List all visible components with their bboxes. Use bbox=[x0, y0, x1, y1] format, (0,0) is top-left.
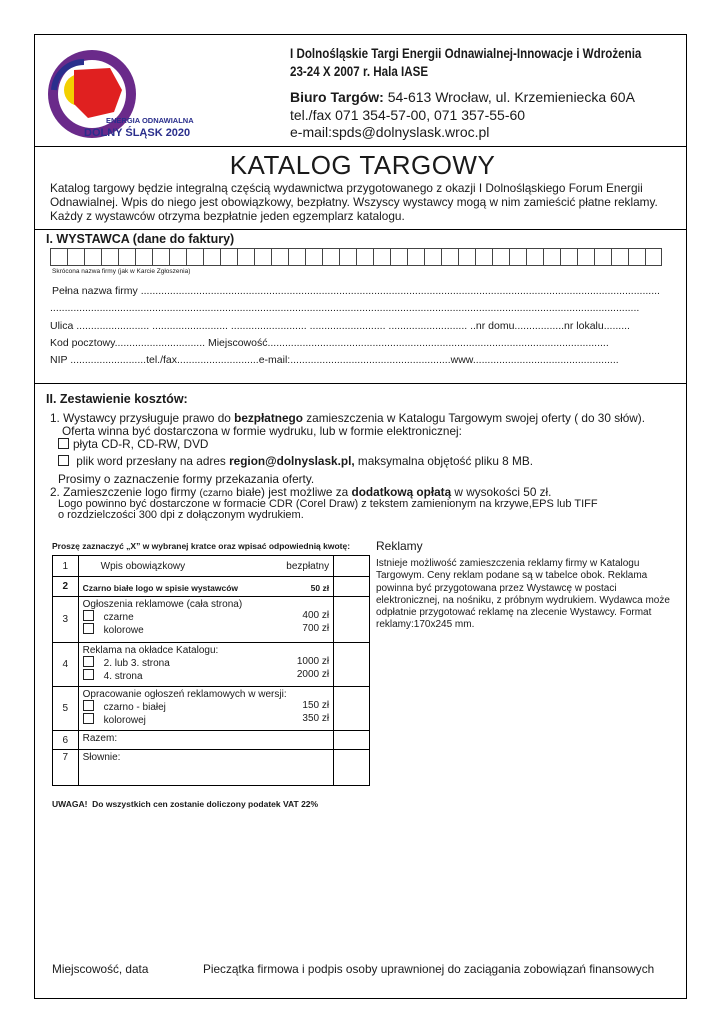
short-name-char-box[interactable] bbox=[152, 248, 169, 266]
short-name-char-box[interactable] bbox=[560, 248, 577, 266]
row-number: 1 bbox=[53, 556, 79, 577]
short-name-char-box[interactable] bbox=[526, 248, 543, 266]
short-name-char-box[interactable] bbox=[407, 248, 424, 266]
row5-price1: 150 zł bbox=[302, 700, 330, 711]
row2-price: 50 zł bbox=[310, 583, 330, 593]
row4-option2: 4. strona bbox=[103, 671, 143, 682]
row3-option1: czarne bbox=[103, 612, 134, 623]
short-name-char-box[interactable] bbox=[424, 248, 441, 266]
row5-mark-cell[interactable] bbox=[334, 687, 370, 731]
option-word-a: plik word przesłany na adres bbox=[73, 454, 230, 468]
row6-mark-cell[interactable] bbox=[334, 731, 370, 750]
cost-point2-line3: o rozdzielczości 300 dpi z dołączonym wydrukiem. bbox=[58, 509, 304, 521]
address-street-field[interactable]: Ulica ......................... .......................... .......................... .......................... ........................... ..nr domu.................nr lokalu......... bbox=[50, 320, 630, 332]
row1-mark-cell[interactable] bbox=[334, 556, 370, 577]
cost-point1-b: bezpłatnego bbox=[234, 411, 303, 425]
short-name-char-box[interactable] bbox=[458, 248, 475, 266]
row4-option2-checkbox[interactable] bbox=[83, 669, 94, 680]
option-word-c: maksymalna objętość pliku 8 MB. bbox=[354, 454, 533, 468]
cost-point1-line2: Oferta winna być dostarczona w formie wydruku, lub w formie elektronicznej: bbox=[62, 424, 462, 438]
short-name-char-box[interactable] bbox=[475, 248, 492, 266]
total-field[interactable]: Razem: bbox=[78, 731, 333, 750]
row3-price2: 700 zł bbox=[302, 623, 330, 634]
row3-option2: kolorowe bbox=[103, 625, 144, 636]
short-name-char-box[interactable] bbox=[169, 248, 186, 266]
row4-label: Reklama na okładce Katalogu: bbox=[82, 645, 219, 656]
short-name-char-box[interactable] bbox=[237, 248, 254, 266]
row-number: 7 bbox=[53, 750, 79, 786]
row4-price1: 1000 zł bbox=[296, 656, 330, 667]
short-name-char-box[interactable] bbox=[628, 248, 645, 266]
short-name-char-box[interactable] bbox=[186, 248, 203, 266]
row3-option2-checkbox[interactable] bbox=[83, 623, 94, 634]
ads-description: Istnieje możliwość zamieszczenia reklamy firmy w Katalogu Targowym. Ceny reklam podane są w tabelce obok. Reklama powinna być przygotowana przez Wystawcę w postaci elektronicznej, na nośniku, z próbnym wydrukiem. Wydawca może odpłatnie przygotować reklamę na zlecenie Wystawcy. Format reklamy:170x245 mm. bbox=[376, 558, 670, 631]
vat-note bbox=[52, 799, 318, 809]
table-row bbox=[53, 750, 370, 786]
full-name-line2[interactable]: .......................................................................................................................................................................................................... bbox=[50, 302, 640, 314]
page-title: KATALOG TARGOWY bbox=[229, 150, 496, 180]
short-name-char-box[interactable] bbox=[390, 248, 407, 266]
office-phone: tel./fax 071 354-57-00, 071 357-55-60 bbox=[290, 107, 526, 123]
row4-option1: 2. lub 3. strona bbox=[103, 658, 170, 669]
row5-price2: 350 zł bbox=[302, 713, 330, 724]
cost-point2-a: 2. Zamieszczenie logo firmy bbox=[50, 485, 200, 499]
short-name-char-box[interactable] bbox=[135, 248, 152, 266]
divider-intro bbox=[34, 229, 687, 230]
row-label bbox=[78, 597, 333, 643]
option-cd-label: płyta CD-R, CD-RW, DVD bbox=[73, 437, 209, 451]
short-name-char-box[interactable] bbox=[50, 248, 67, 266]
short-name-char-box[interactable] bbox=[441, 248, 458, 266]
short-name-char-box[interactable] bbox=[509, 248, 526, 266]
vat-note-label: UWAGA! bbox=[52, 799, 88, 809]
row4-option1-checkbox[interactable] bbox=[83, 656, 94, 667]
option-word-email: region@dolnyslask.pl, bbox=[229, 454, 355, 468]
row4-mark-cell[interactable] bbox=[334, 643, 370, 687]
row5-option1-checkbox[interactable] bbox=[83, 700, 94, 711]
row-number: 5 bbox=[53, 687, 79, 731]
total-in-words-field[interactable]: Słownie: bbox=[78, 750, 333, 786]
row3-option1-checkbox[interactable] bbox=[83, 610, 94, 621]
option-cd-checkbox[interactable] bbox=[58, 438, 69, 449]
short-name-char-box[interactable] bbox=[373, 248, 390, 266]
fair-title-line1: I Dolnośląskie Targi Energii Odnawialnej-Innowacje i Wdrożenia bbox=[290, 46, 642, 61]
cost-point1 bbox=[50, 411, 645, 425]
cost-point1-c: zamieszczenia w Katalogu Targowym swojej oferty ( do 30 słów). bbox=[302, 411, 646, 425]
row-number: 2 bbox=[53, 577, 79, 597]
option-word bbox=[58, 454, 533, 468]
cost-point2-e: w wysokości 50 zł. bbox=[451, 485, 552, 499]
short-name-char-box[interactable] bbox=[203, 248, 220, 266]
short-name-char-box[interactable] bbox=[305, 248, 322, 266]
short-name-char-box[interactable] bbox=[356, 248, 373, 266]
office-label: Biuro Targów: bbox=[290, 89, 384, 105]
postal-city-field[interactable]: Kod pocztowy............................... Miejscowość..................................................................................................................... bbox=[50, 337, 609, 349]
short-name-char-box[interactable] bbox=[339, 248, 356, 266]
short-name-char-box[interactable] bbox=[271, 248, 288, 266]
vat-note-text: Do wszystkich cen zostanie doliczony podatek VAT 22% bbox=[92, 799, 319, 809]
row-label bbox=[78, 577, 333, 597]
option-word-checkbox[interactable] bbox=[58, 455, 69, 466]
short-name-char-box[interactable] bbox=[220, 248, 237, 266]
table-row bbox=[53, 731, 370, 750]
divider-section1 bbox=[34, 383, 687, 384]
short-name-char-box[interactable] bbox=[288, 248, 305, 266]
short-name-char-box[interactable] bbox=[543, 248, 560, 266]
table-row bbox=[53, 597, 370, 643]
row-label bbox=[78, 556, 333, 577]
office-email[interactable]: e-mail:spds@dolnyslask.wroc.pl bbox=[290, 124, 490, 140]
section1-heading: I. WYSTAWCA (dane do faktury) bbox=[46, 232, 235, 246]
section2-heading: II. Zestawienie kosztów: bbox=[46, 392, 188, 406]
table-row bbox=[53, 687, 370, 731]
intro-paragraph: Katalog targowy będzie integralną częścią wydawnictwa przygotowanego z okazji I Dolnośląskiego Forum Energii Odnawialnej. Wpis do niego jest obowiązkowy, bezpłatny. Wszyscy wystawcy mogą w nim zamieścić płatne reklamy. Każdy z wystawców otrzyma bezpłatnie jeden egzemplarz katalogu. bbox=[50, 181, 658, 223]
short-name-char-box[interactable] bbox=[492, 248, 509, 266]
short-name-char-box[interactable] bbox=[577, 248, 594, 266]
cost-point2-c: białe) jest możliwe za bbox=[232, 485, 352, 499]
row-number: 4 bbox=[53, 643, 79, 687]
short-name-char-box[interactable] bbox=[645, 248, 662, 266]
short-name-char-box[interactable] bbox=[254, 248, 271, 266]
table-row bbox=[53, 643, 370, 687]
row-number: 3 bbox=[53, 597, 79, 643]
table-instruction: Proszę zaznaczyć „X” w wybranej kratce oraz wpisać odpowiednią kwotę: bbox=[52, 541, 351, 551]
row-number: 6 bbox=[53, 731, 79, 750]
short-name-char-box[interactable] bbox=[594, 248, 611, 266]
prosimy-note: Prosimy o zaznaczenie formy przekazania oferty. bbox=[58, 472, 315, 486]
row1-label: Wpis obowiązkowy bbox=[100, 561, 186, 572]
cost-point2 bbox=[50, 485, 551, 499]
office-address bbox=[290, 88, 635, 106]
cost-point2-d: dodatkową opłatą bbox=[351, 485, 452, 499]
row2-mark-cell[interactable] bbox=[334, 577, 370, 597]
row5-option2-checkbox[interactable] bbox=[83, 713, 94, 724]
row-label bbox=[78, 687, 333, 731]
place-date-label: Miejscowość, data bbox=[52, 962, 149, 976]
row4-price2: 2000 zł bbox=[296, 669, 330, 680]
row7-mark-cell[interactable] bbox=[334, 750, 370, 786]
row-label bbox=[78, 643, 333, 687]
nip-contact-field[interactable]: NIP ..........................tel./fax............................e-mail:.......................................................www.................................................. bbox=[50, 354, 619, 366]
row5-option1: czarno - białej bbox=[103, 702, 166, 713]
row5-label: Opracowanie ogłoszeń reklamowych w wersji: bbox=[82, 689, 287, 700]
short-name-boxes[interactable] bbox=[50, 248, 662, 266]
ads-heading: Reklamy bbox=[376, 539, 423, 553]
signature-label: Pieczątka firmowa i podpis osoby uprawnionej do zaciągania zobowiązań finansowych bbox=[203, 962, 655, 976]
office-address-text: 54-613 Wrocław, ul. Krzemieniecka 60A bbox=[383, 89, 635, 105]
cost-point1-a: 1. Wystawcy przysługuje prawo do bbox=[50, 411, 235, 425]
cost-table bbox=[52, 555, 370, 786]
row1-price: bezpłatny bbox=[286, 561, 330, 572]
row3-label: Ogłoszenia reklamowe (cała strona) bbox=[82, 599, 243, 610]
short-name-char-box[interactable] bbox=[84, 248, 101, 266]
short-name-char-box[interactable] bbox=[322, 248, 339, 266]
row5-option2: kolorowej bbox=[103, 715, 146, 726]
short-name-char-box[interactable] bbox=[611, 248, 628, 266]
full-name-field[interactable]: Pełna nazwa firmy .................................................................................................................................................................................. bbox=[52, 285, 660, 297]
logo bbox=[44, 50, 194, 140]
short-name-caption: Skrócona nazwa firmy (jak w Karcie Zgłoszenia) bbox=[52, 268, 191, 275]
row3-mark-cell[interactable] bbox=[334, 597, 370, 643]
cost-point2-b: (czarno bbox=[199, 488, 233, 499]
short-name-char-box[interactable] bbox=[67, 248, 84, 266]
short-name-char-box[interactable] bbox=[118, 248, 135, 266]
logo-text-2: DOLNY ŚLĄSK 2020 bbox=[84, 127, 191, 139]
table-row bbox=[53, 577, 370, 597]
cost-point2-line2: Logo powinno być dostarczone w formacie CDR (Corel Draw) z tekstem zamienionym na krzywe,EPS lub TIFF bbox=[58, 498, 598, 510]
table-row bbox=[53, 556, 370, 577]
logo-text-1: ENERGIA ODNAWIALNA bbox=[106, 116, 194, 125]
row3-price1: 400 zł bbox=[302, 610, 330, 621]
short-name-char-box[interactable] bbox=[101, 248, 118, 266]
divider-header bbox=[34, 146, 687, 147]
fair-title-line2: 23-24 X 2007 r. Hala IASE bbox=[290, 64, 429, 79]
option-cd bbox=[58, 437, 208, 451]
row2-label: Czarno białe logo w spisie wystawców bbox=[82, 583, 239, 593]
